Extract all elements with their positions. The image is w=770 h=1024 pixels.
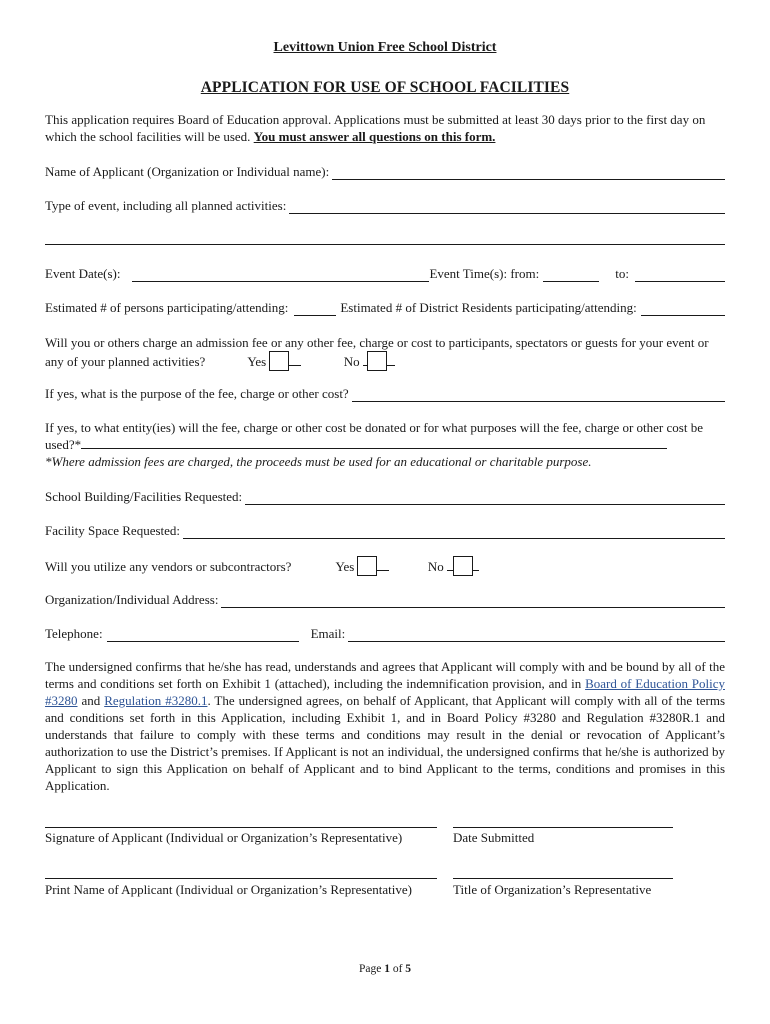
vendors-no-line-right bbox=[473, 558, 479, 571]
fee-no-label: No bbox=[343, 354, 360, 369]
intro-emphasis: You must answer all questions on this form. bbox=[253, 129, 496, 144]
legal-paragraph bbox=[45, 658, 725, 794]
legal-and: and bbox=[77, 693, 105, 708]
intro-text: This application requires Board of Education approval. Applications must be submitted at least 30 days prior to the first day on which the school facilities will be used. bbox=[45, 112, 706, 144]
intro-paragraph bbox=[45, 111, 725, 145]
signature-label: Signature of Applicant (Individual or Organization’s Representative) bbox=[45, 830, 403, 845]
vendors-no-label: No bbox=[427, 559, 444, 574]
page-current: 1 bbox=[384, 963, 390, 975]
representative-title-field[interactable] bbox=[453, 877, 673, 879]
form-title: APPLICATION FOR USE OF SCHOOL FACILITIES bbox=[200, 79, 570, 96]
vendors-row bbox=[45, 556, 725, 576]
representative-title-label: Title of Organization’s Representative bbox=[453, 882, 652, 897]
persons-attending-field[interactable] bbox=[294, 303, 336, 316]
vendors-yes-line bbox=[377, 558, 389, 571]
event-type-label: Type of event, including all planned activities: bbox=[45, 198, 287, 213]
event-dates-label: Event Date(s): bbox=[45, 266, 121, 281]
district-name: Levittown Union Free School District bbox=[273, 40, 497, 55]
fee-question-block bbox=[45, 334, 725, 371]
event-time-to-label: to: bbox=[615, 266, 629, 281]
fee-yes-line bbox=[289, 353, 301, 366]
page-number bbox=[0, 963, 770, 975]
regulation-link[interactable]: Regulation #3280.1 bbox=[104, 693, 208, 708]
fee-note: *Where admission fees are charged, the proceeds must be used for an educational or charitable purpose. bbox=[45, 454, 592, 469]
space-field[interactable] bbox=[183, 525, 725, 539]
vendors-label: Will you utilize any vendors or subcontractors? bbox=[45, 559, 292, 574]
event-type-continued-field[interactable] bbox=[45, 231, 725, 245]
fee-question-label: Will you or others charge an admission fee or any other fee, charge or cost to participants, spectators or guests for your event or any of your planned activities? bbox=[45, 335, 709, 369]
page-of: of bbox=[389, 963, 406, 975]
fee-entity-label: If yes, to what entity(ies) will the fee, charge or other cost be donated or for what purposes will the fee, charge or other cost be used?* bbox=[45, 420, 703, 452]
building-row bbox=[45, 488, 725, 505]
fee-purpose-label: If yes, what is the purpose of the fee, charge or other cost? bbox=[45, 386, 349, 401]
applicant-name-field[interactable] bbox=[332, 166, 725, 180]
address-label: Organization/Individual Address: bbox=[45, 592, 219, 607]
event-date-time-row bbox=[45, 265, 725, 282]
event-type-row bbox=[45, 197, 725, 214]
vendors-no-checkbox[interactable] bbox=[453, 556, 473, 576]
fee-no-line-right bbox=[387, 353, 395, 366]
building-label: School Building/Facilities Requested: bbox=[45, 489, 243, 504]
space-label: Facility Space Requested: bbox=[45, 523, 181, 538]
event-time-from-label: Event Time(s): from: bbox=[429, 266, 540, 281]
legal-text-part1: The undersigned confirms that he/she has read, understands and agrees that Applicant will comply with and be bound by all of the terms and conditions set forth on Exhibit 1 (attached), including the indemnification provision, and in bbox=[45, 659, 725, 691]
email-field[interactable] bbox=[348, 628, 725, 642]
event-time-from-field[interactable] bbox=[543, 269, 599, 282]
contact-row bbox=[45, 625, 725, 642]
address-row bbox=[45, 591, 725, 608]
print-name-field[interactable] bbox=[45, 877, 437, 879]
date-submitted-label: Date Submitted bbox=[453, 830, 535, 845]
fee-purpose-row bbox=[45, 385, 725, 402]
event-type-field[interactable] bbox=[289, 200, 725, 214]
fee-entity-block bbox=[45, 419, 725, 470]
board-policy-link[interactable]: Board of Education Policy #3280 bbox=[45, 676, 725, 708]
space-row bbox=[45, 522, 725, 539]
fee-no-checkbox[interactable] bbox=[367, 351, 387, 371]
event-type-continued-row bbox=[45, 231, 725, 245]
vendors-yes-checkbox[interactable] bbox=[357, 556, 377, 576]
legal-text-part2: . The undersigned agrees, on behalf of Applicant, that Applicant will comply with all of the terms and conditions set forth in this Application, including Exhibit 1, and in Board Policy #3280 and Regulation #3280R.1 and understands that failure to comply with these terms and conditions may result in the denial or revocation of Applicant’s authorization to use the District’s premises. If Applicant is not an individual, the undersigned confirms that he/she is authorized by Applicant to sign this Application on behalf of Applicant and to bind Applicant to the terms, conditions and promises in this Application. bbox=[45, 693, 726, 793]
telephone-label: Telephone: bbox=[45, 626, 103, 641]
persons-attending-label: Estimated # of persons participating/attending: bbox=[45, 300, 289, 315]
telephone-field[interactable] bbox=[107, 629, 299, 642]
applicant-name-label: Name of Applicant (Organization or Individual name): bbox=[45, 164, 330, 179]
event-time-to-field[interactable] bbox=[635, 268, 725, 282]
page-total: 5 bbox=[405, 963, 412, 975]
fee-entity-field[interactable] bbox=[81, 436, 667, 449]
event-dates-field[interactable] bbox=[132, 269, 429, 282]
applicant-name-row bbox=[45, 163, 725, 180]
email-label: Email: bbox=[310, 626, 346, 641]
residents-attending-field[interactable] bbox=[641, 302, 725, 316]
print-name-label: Print Name of Applicant (Individual or Organization’s Representative) bbox=[45, 882, 412, 897]
fee-purpose-field[interactable] bbox=[352, 388, 725, 402]
attendance-row bbox=[45, 299, 725, 316]
fee-yes-checkbox[interactable] bbox=[269, 351, 289, 371]
residents-attending-label: Estimated # of District Residents participating/attending: bbox=[340, 300, 637, 315]
vendors-yes-label: Yes bbox=[335, 559, 355, 574]
building-field[interactable] bbox=[245, 491, 725, 505]
fee-yes-label: Yes bbox=[247, 354, 267, 369]
address-field[interactable] bbox=[221, 594, 725, 608]
signature-field[interactable] bbox=[45, 826, 437, 828]
page-word: Page bbox=[358, 963, 385, 975]
date-submitted-field[interactable] bbox=[453, 826, 673, 828]
